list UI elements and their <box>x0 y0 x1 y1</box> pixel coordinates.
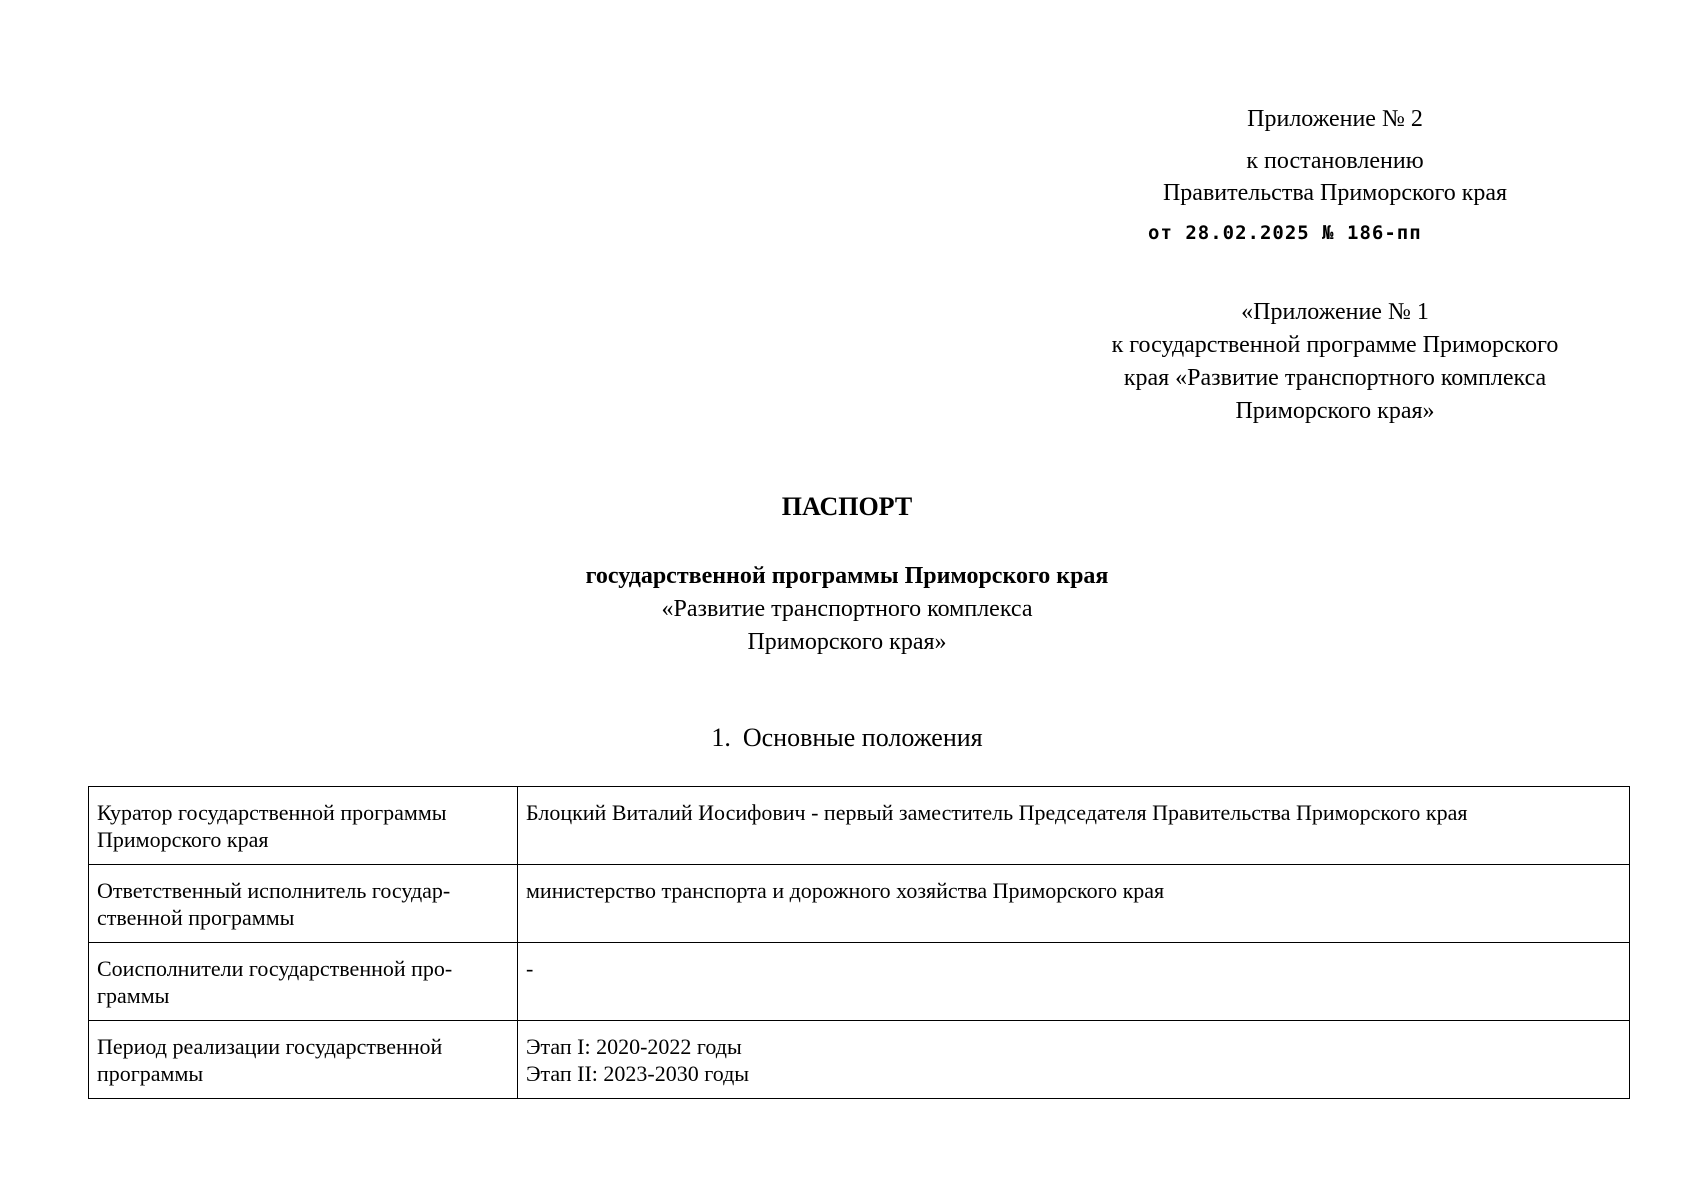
table-cell-value <box>518 787 1630 865</box>
program-annex-line-4: Приморского края» <box>1235 398 1435 424</box>
decree-stamp: от 28.02.2025 № 186-пп <box>1148 222 1422 244</box>
label-line: программы <box>97 1061 204 1086</box>
table-cell-label <box>89 787 518 865</box>
section-title: Основные положения <box>742 723 983 752</box>
annex-government: Правительства Приморского края <box>1162 180 1508 206</box>
table-cell-value <box>518 1021 1630 1099</box>
table-row <box>89 787 1630 865</box>
document-title: ПАСПОРТ <box>781 492 913 521</box>
program-annex-header <box>1040 296 1630 428</box>
label-line: Приморского края <box>97 827 269 852</box>
value-line: Этап I: 2020-2022 годы <box>526 1034 742 1059</box>
table-cell-value <box>518 865 1630 943</box>
section-number: 1. <box>711 723 731 752</box>
program-annex-line-2: к государственной программе Приморского <box>1111 332 1559 358</box>
program-annex-line-1: «Приложение № 1 <box>1241 299 1429 325</box>
value-line: министерство транспорта и дорожного хозяйства Приморского края <box>526 878 1165 903</box>
table-row <box>89 943 1630 1021</box>
document-subtitle <box>0 560 1694 659</box>
subtitle-line-2: «Развитие транспортного комплекса <box>661 596 1033 622</box>
program-annex-line-3: края «Развитие транспортного комплекса <box>1123 365 1547 391</box>
annex-to-resolution: к постановлению <box>1246 148 1424 174</box>
annex-number: Приложение № 2 <box>1247 106 1423 132</box>
label-line: Период реализации государственной <box>97 1034 443 1059</box>
table-cell-value <box>518 943 1630 1021</box>
label-line: ственной программы <box>97 905 295 930</box>
value-line: - <box>526 956 534 981</box>
label-line: Ответственный исполнитель государ- <box>97 878 451 903</box>
label-line: граммы <box>97 983 170 1008</box>
table-row <box>89 865 1630 943</box>
subtitle-line-1: государственной программы Приморского края <box>585 563 1109 589</box>
program-info-table <box>88 786 1630 1099</box>
value-line: Этап II: 2023-2030 годы <box>526 1061 750 1086</box>
table-cell-label <box>89 865 518 943</box>
section-heading <box>0 723 1694 753</box>
table-cell-label <box>89 1021 518 1099</box>
label-line: Куратор государственной программы <box>97 800 447 825</box>
value-line: Блоцкий Виталий Иосифович - первый заместитель Председателя Правительства Приморского края <box>526 800 1468 825</box>
subtitle-line-3: Приморского края» <box>747 629 947 655</box>
table-cell-label <box>89 943 518 1021</box>
annex-header <box>1050 103 1620 209</box>
table-row <box>89 1021 1630 1099</box>
label-line: Соисполнители государственной про- <box>97 956 453 981</box>
